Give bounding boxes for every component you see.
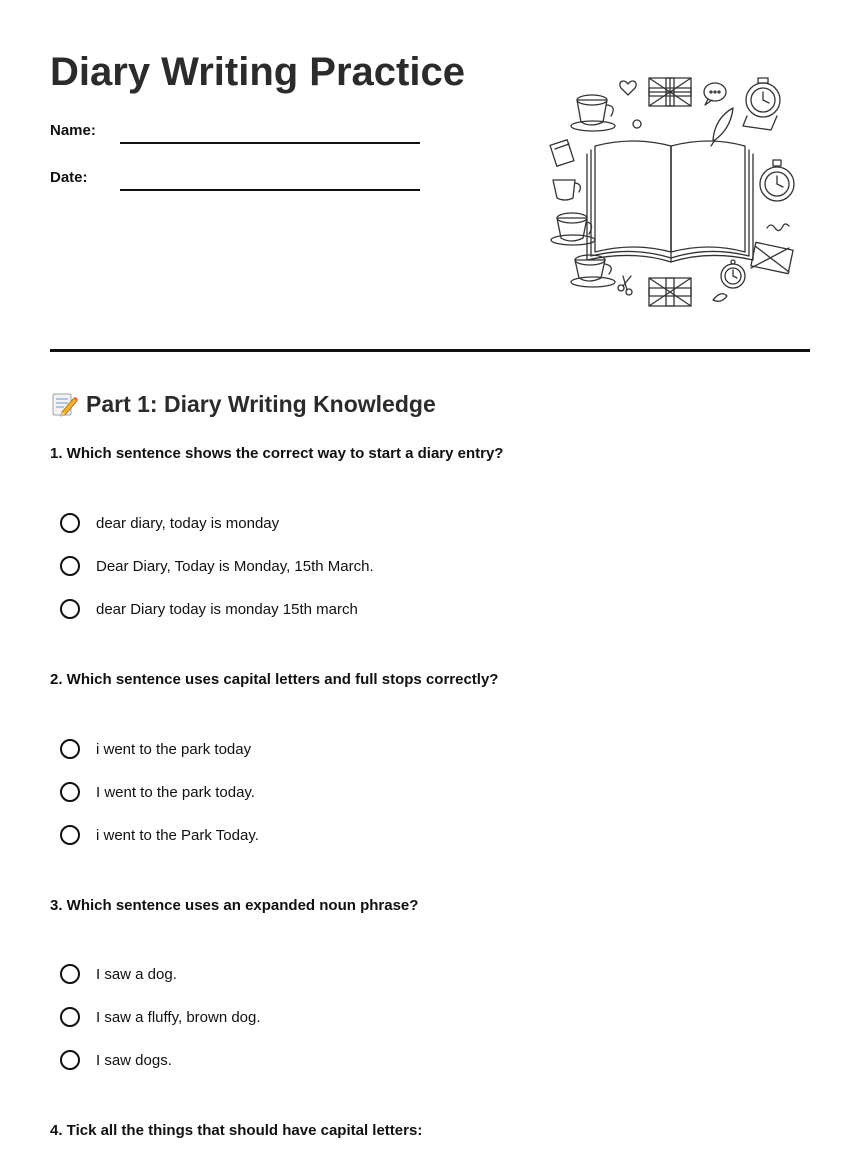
q2-option-c[interactable] bbox=[60, 822, 259, 848]
teacup-icon bbox=[551, 213, 595, 245]
swirl-icon bbox=[767, 224, 789, 231]
option-label: dear diary, today is monday bbox=[96, 514, 280, 532]
scissors-icon bbox=[618, 276, 632, 295]
section-title bbox=[50, 390, 436, 418]
date-field bbox=[50, 169, 430, 199]
option-label: Dear Diary, Today is Monday, 15th March. bbox=[96, 557, 374, 575]
teacup-icon bbox=[571, 255, 615, 287]
leaf-icon bbox=[713, 294, 727, 302]
q1-option-c[interactable] bbox=[60, 596, 358, 622]
speech-bubble-icon bbox=[704, 83, 726, 105]
radio-button[interactable] bbox=[60, 513, 80, 533]
radio-button[interactable] bbox=[60, 556, 80, 576]
q2-option-b[interactable] bbox=[60, 779, 255, 805]
radio-button[interactable] bbox=[60, 1050, 80, 1070]
question-2: 2. Which sentence uses capital letters and full stops correctly? bbox=[50, 671, 499, 688]
q3-option-a[interactable] bbox=[60, 961, 177, 987]
flag-icon bbox=[649, 78, 691, 106]
option-label: I went to the park today. bbox=[96, 783, 255, 801]
question-3: 3. Which sentence uses an expanded noun phrase? bbox=[50, 897, 419, 914]
q1-option-b[interactable] bbox=[60, 553, 374, 579]
radio-button[interactable] bbox=[60, 782, 80, 802]
memo-icon bbox=[50, 390, 78, 418]
date-line[interactable] bbox=[120, 189, 420, 191]
option-label: I saw dogs. bbox=[96, 1051, 172, 1069]
name-field bbox=[50, 122, 430, 152]
notepad-icon bbox=[550, 140, 574, 166]
stopwatch-icon bbox=[760, 160, 794, 201]
question-4: 4. Tick all the things that should have capital letters: bbox=[50, 1122, 423, 1139]
option-label: i went to the Park Today. bbox=[96, 826, 259, 844]
clock-icon bbox=[743, 78, 780, 130]
radio-button[interactable] bbox=[60, 964, 80, 984]
q3-option-c[interactable] bbox=[60, 1047, 172, 1073]
option-label: dear Diary today is monday 15th march bbox=[96, 600, 358, 618]
diary-doodles-icon bbox=[545, 70, 805, 315]
option-label: I saw a fluffy, brown dog. bbox=[96, 1008, 261, 1026]
flag-icon bbox=[649, 278, 691, 306]
radio-button[interactable] bbox=[60, 739, 80, 759]
radio-button[interactable] bbox=[60, 1007, 80, 1027]
q2-option-a[interactable] bbox=[60, 736, 251, 762]
radio-button[interactable] bbox=[60, 825, 80, 845]
date-label: Date: bbox=[50, 169, 88, 186]
teacup-icon bbox=[571, 95, 615, 131]
option-label: i went to the park today bbox=[96, 740, 252, 758]
q3-option-b[interactable] bbox=[60, 1004, 261, 1030]
section-divider bbox=[50, 349, 810, 352]
heart-icon bbox=[620, 81, 636, 95]
ball-icon bbox=[633, 120, 641, 128]
open-book-icon bbox=[587, 141, 753, 262]
page-title: Diary Writing Practice bbox=[50, 50, 465, 94]
q1-option-a[interactable] bbox=[60, 510, 279, 536]
section-title-text: Part 1: Diary Writing Knowledge bbox=[86, 390, 436, 417]
feather-icon bbox=[711, 108, 733, 146]
radio-button[interactable] bbox=[60, 599, 80, 619]
flag-icon bbox=[751, 242, 793, 273]
name-label: Name: bbox=[50, 122, 96, 139]
name-line[interactable] bbox=[120, 142, 420, 144]
question-1: 1. Which sentence shows the correct way to start a diary entry? bbox=[50, 445, 504, 462]
mug-icon bbox=[553, 180, 580, 200]
option-label: I saw a dog. bbox=[96, 965, 177, 983]
pocket-watch-icon bbox=[721, 260, 745, 288]
